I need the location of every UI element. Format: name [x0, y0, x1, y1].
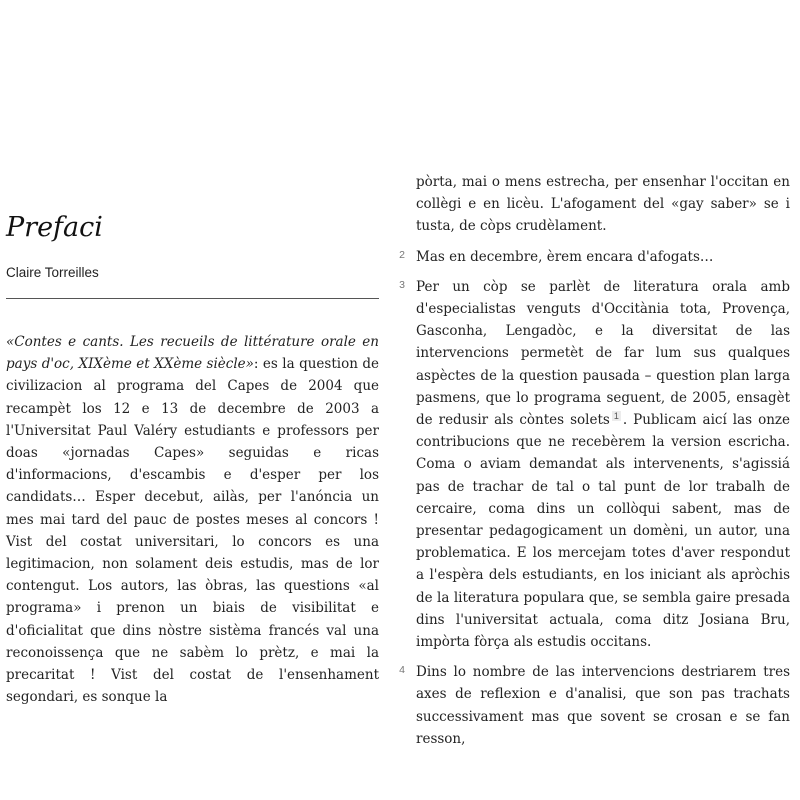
- paragraph-text: [416, 276, 790, 653]
- paragraph-text: Dins lo nombre de las intervencions destriarem tres axes de reflexion e d'analisi, que son pas trachats successivament mas que sovent se crosan e se fan resson,: [416, 664, 790, 747]
- intro-paragraph: [6, 331, 379, 708]
- paragraph-number: 2: [399, 248, 405, 261]
- author-name[interactable]: Claire Torreilles: [6, 265, 99, 280]
- continuation-text: pòrta, mai o mens estrecha, per ensenhar l'occitan en collègi e en licèu. L'afogament del «gay saber» se i tusta, de còps crudèlament.: [416, 174, 790, 235]
- paragraph-text: Mas en decembre, èrem encara d'afogats…: [416, 248, 714, 265]
- left-column: [6, 212, 379, 708]
- paragraph-text-before: Per un còp se parlèt de literatura orala amb d'especialistas venguts d'Occitània tota, Provença, Gasconha, Lengadòc, e la diversitat de las intervencions permetèt de far lum sus qualques aspèctes de la question pausada – question plan larga pasmens, que lo programa seguent, de 2005, ensagèt de redusir als còntes solets: [416, 278, 790, 429]
- paragraph-3: [393, 276, 790, 653]
- footnote-link[interactable]: 1: [613, 410, 619, 421]
- intro-italic-title: «Contes e cants. Les recueils de littérature orale en pays d'oc, XIXème et XXème siècle»: [6, 334, 379, 373]
- paragraph-4: [393, 661, 790, 750]
- title-divider: [6, 298, 379, 299]
- right-column: [393, 171, 790, 758]
- paragraph-continuation: [393, 171, 790, 238]
- page-title: Prefaci: [6, 212, 103, 243]
- paragraph-number: 4: [399, 664, 405, 677]
- paragraph-text-after: . Publicam aicí las onze contribucions que ne recebèrem la version escricha. Coma o aviam demandat als intervenents, s'agissiá pas de trachar de tal o tal punt de lor trabalh de cercaire, coma dins un collòqui sabent, mas de presentar pedagogicament un domèni, un autor, una problematica. E los mercejam totes d'aver respondut a l'espèra dels estudiants, en los iniciant als apròchis de la literatura populara que, se sembla gaire presada dins l'universitat actuala, coma ditz Josiana Bru, impòrta fòrça als estudis occitans.: [416, 412, 791, 651]
- paragraph-2: [393, 246, 790, 268]
- intro-text: : es la question de civilizacion al programa del Capes de 2004 que recampèt los 12 e 13 de decembre de 2003 a l'Universitat Paul Valéry estudiants e professors per doas «jornadas Capes» seguidas e ricas d'informacions, d'escambis e d'esper per los candidats… Esper decebut, ailàs, per l'anóncia un mes mai tard del pauc de postes meses al concors ! Vist del costat universitari, lo concors es una legitimacion, non solament deis estudis, mas de lor contengut. Los autors, las òbras, las questions «al programa» i prenon un biais de visibilitat e d'oficialitat que dins nòstre sistèma francés val una reconoissença que ne sabèm lo prètz, e mai la precaritat ! Vist del costat de l'ensenhament segondari, es sonque la: [6, 356, 379, 706]
- paragraph-number: 3: [399, 278, 405, 291]
